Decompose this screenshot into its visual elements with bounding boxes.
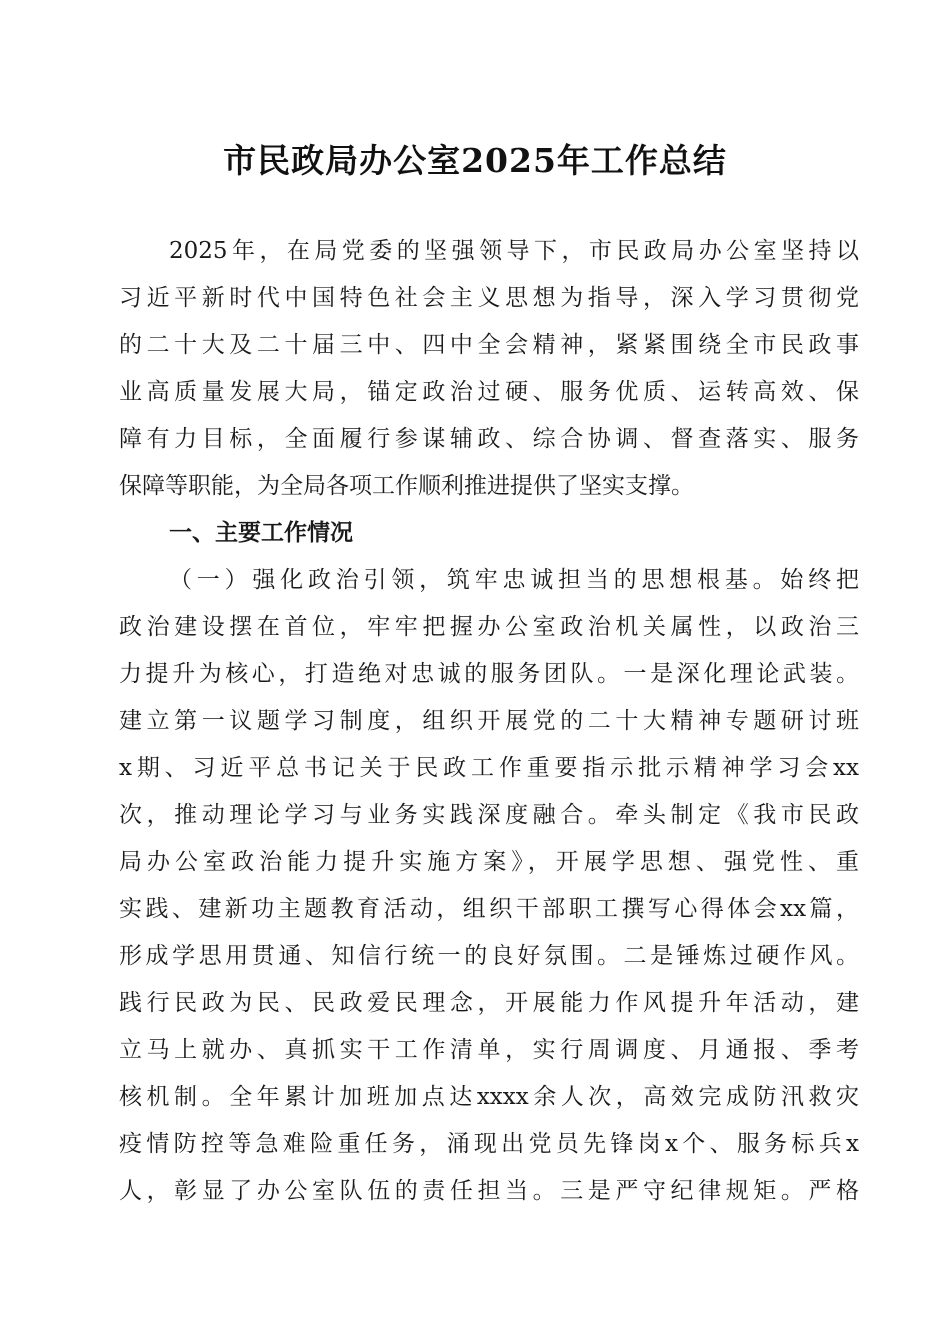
subsection-heading-line: （一）强化政治引领，筑牢忠诚担当的思想根基。始终把	[169, 567, 859, 593]
text-line: 局办公室政治能力提升实施方案》，开展学思想、强党性、重	[119, 849, 859, 875]
text-line: 形成学思用贯通、知信行统一的良好氛围。二是锤炼过硬作风。	[119, 943, 859, 969]
text-line: 建立第一议题学习制度，组织开展党的二十大精神专题研讨班	[119, 708, 859, 734]
text-line: 的二十大及二十届三中、四中全会精神，紧紧围绕全市民政事	[119, 332, 859, 358]
text-line: 政治建设摆在首位，牢牢把握办公室政治机关属性，以政治三	[119, 614, 859, 640]
text-line: 业高质量发展大局，锚定政治过硬、服务优质、运转高效、保	[119, 379, 859, 405]
section-heading: 一、主要工作情况	[169, 520, 353, 546]
text-line: 践行民政为民、民政爱民理念，开展能力作风提升年活动，建	[119, 990, 859, 1016]
text-line: 实践、建新功主题教育活动，组织干部职工撰写心得体会xx篇，	[119, 896, 859, 922]
text-line: 次，推动理论学习与业务实践深度融合。牵头制定《我市民政	[119, 802, 859, 828]
document-body	[119, 228, 859, 1215]
text-line: x期、习近平总书记关于民政工作重要指示批示精神学习会xx	[119, 755, 859, 781]
text-line: 障有力目标，全面履行参谋辅政、综合协调、督查落实、服务	[119, 426, 859, 452]
text-line: 立马上就办、真抓实干工作清单，实行周调度、月通报、季考	[119, 1037, 859, 1063]
text-line: 力提升为核心，打造绝对忠诚的服务团队。一是深化理论武装。	[119, 661, 859, 687]
text-line: 保障等职能，为全局各项工作顺利推进提供了坚实支撑。	[119, 473, 694, 499]
text-line: 核机制。全年累计加班加点达xxxx余人次，高效完成防汛救灾	[119, 1084, 859, 1110]
text-line: 人，彰显了办公室队伍的责任担当。三是严守纪律规矩。严格	[119, 1178, 859, 1204]
text-line: 2025年，在局党委的坚强领导下，市民政局办公室坚持以	[169, 238, 859, 264]
text-line: 习近平新时代中国特色社会主义思想为指导，深入学习贯彻党	[119, 285, 859, 311]
document-title: 市民政局办公室2025年工作总结	[223, 141, 727, 180]
text-line: 疫情防控等急难险重任务，涌现出党员先锋岗x个、服务标兵x	[119, 1131, 859, 1157]
